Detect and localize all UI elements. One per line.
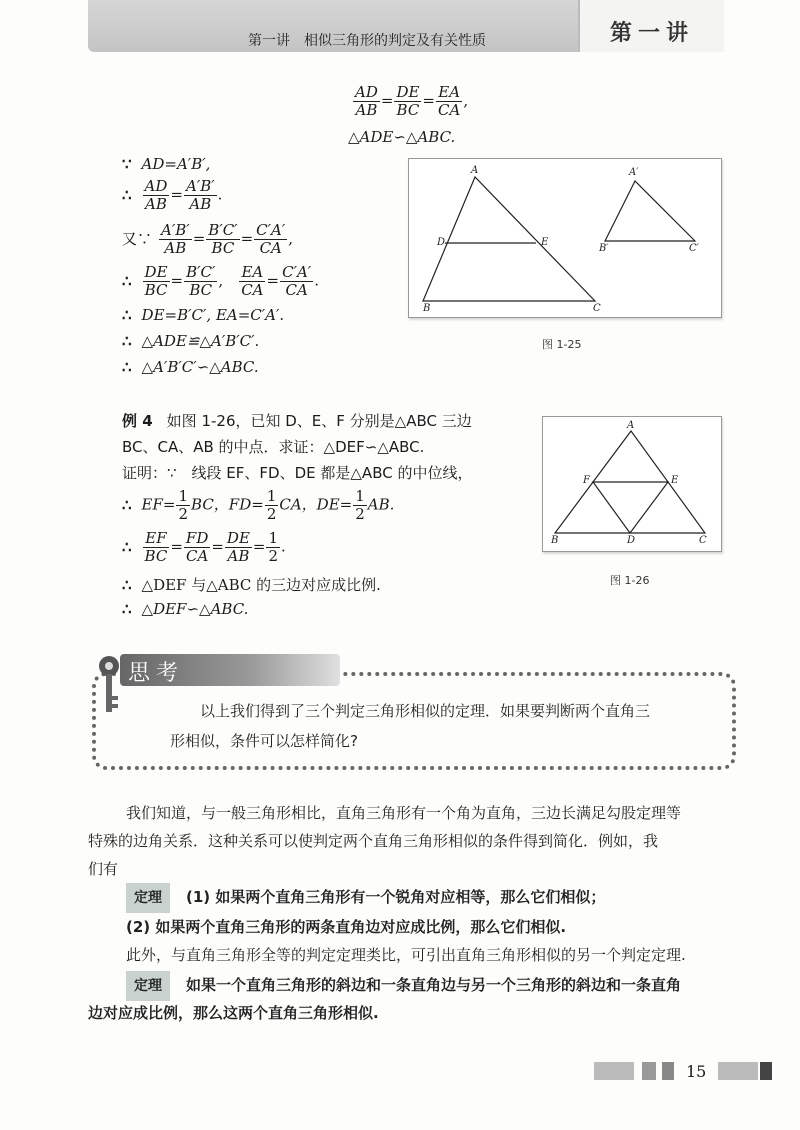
example-4-line-5: ∴ △DEF 与△ABC 的三边对应成比例.: [122, 576, 381, 594]
think-line-1: 以上我们得到了三个判定三角形相似的定理．如果要判断两个直角三: [200, 702, 651, 720]
think-title: 思考: [128, 661, 185, 686]
footer-bar-1: [594, 1062, 634, 1080]
proof-start: 证明：∵ 线段 EF、FD、DE 都是△ABC 的中位线，: [122, 464, 473, 482]
paragraph-1-line-3: 们有: [88, 860, 119, 878]
footer-bar-5: [760, 1062, 772, 1080]
key-icon: [96, 654, 122, 714]
footer-bar-4: [718, 1062, 758, 1080]
label-c-2: C: [699, 535, 707, 546]
theorem-2-line-2: 边对应成比例，那么这两个直角三角形相似.: [88, 1004, 379, 1022]
triangle-fed: [593, 482, 668, 533]
example-4-line-2: BC、CA、AB 的中点．求证：△DEF∽△ABC.: [122, 438, 425, 456]
theorem-tag: 定理: [126, 883, 170, 913]
theorem-2-line-1: 定理 如果一个直角三角形的斜边和一条直角边与另一个三角形的斜边和一条直角: [126, 970, 681, 1001]
paragraph-1-line-2: 特殊的边角关系．这种关系可以使判定两个直角三角形相似的条件得到简化．例如，我: [88, 832, 659, 850]
theorem-1-line-1: 定理 (1) 如果两个直角三角形有一个锐角对应相等，那么它们相似；: [126, 882, 605, 913]
figure-1-26: [542, 416, 722, 552]
page-number: 15: [686, 1062, 707, 1081]
footer-bar-2: [642, 1062, 656, 1080]
example-4-line-1: 例 4 如图 1-26，已知 D、E、F 分别是△ABC 三边: [122, 412, 472, 430]
figure-1-25-caption: 图 1-25: [542, 338, 582, 351]
ratio-line-top: $\frac{AD}{AB}$ = $\frac{DE}{BC}$ = $\frac{EA}{CA}$ ,: [355, 83, 469, 119]
proof-line-5: ∴ DE=B′C′, EA=C′A′.: [122, 306, 285, 324]
label-e: E: [541, 237, 549, 248]
theorem-tag-2: 定理: [126, 971, 170, 1001]
label-d-2: D: [627, 535, 636, 546]
label-a-2: A: [627, 420, 635, 431]
proof-line-7: ∴ △A′B′C′∽△ABC.: [122, 358, 259, 376]
think-line-2: 形相似，条件可以怎样简化?: [170, 732, 358, 750]
proof-line-2: ∴ $\frac{AD}{AB}$ = $\frac{A'B'}{AB}$ .: [122, 177, 223, 213]
header-title: 第一讲 相似三角形的判定及有关性质: [248, 33, 486, 49]
example-4-line-3: ∴ EF= $\frac{1}{2}$ BC，FD= $\frac{1}{2}$ CA，DE= $\frac{1}{2}$ AB.: [122, 487, 395, 523]
similar-conclusion: △ADE∽△ABC.: [348, 128, 456, 146]
example-4-title: 例 4: [122, 412, 153, 430]
proof-line-6: ∴ △ADE≌△A′B′C′.: [122, 332, 260, 350]
label-b-prime: B′: [599, 243, 609, 254]
label-b: B: [423, 303, 431, 314]
label-f-2: F: [583, 475, 590, 486]
label-a: A: [471, 165, 479, 176]
figure-1-25-diagram: [409, 159, 721, 317]
label-d: D: [437, 237, 446, 248]
label-c-prime: C′: [689, 243, 699, 254]
proof-line-4: ∴ $\frac{DE}{BC}$ = $\frac{B'C'}{BC}$ , $\frac{EA}{CA}$ = $\frac{C'A'}{CA}$ .: [122, 263, 319, 299]
example-4-line-4: ∴ $\frac{EF}{BC}$ = $\frac{FD}{CA}$ = $\frac{DE}{AB}$ = $\frac{1}{2}$ .: [122, 529, 286, 565]
proof-line-1: ∵ AD=A′B′,: [122, 155, 211, 173]
chapter-tab-label: 第一讲: [610, 21, 695, 46]
footer-bar-3: [662, 1062, 674, 1080]
triangle-abc: [423, 177, 595, 301]
label-a-prime: A′: [629, 167, 639, 178]
label-c: C: [593, 303, 601, 314]
theorem-1-line-2: (2) 如果两个直角三角形的两条直角边对应成比例，那么它们相似.: [126, 918, 567, 936]
figure-1-25: [408, 158, 722, 318]
label-e-2: E: [671, 475, 679, 486]
figure-1-26-diagram: [543, 417, 721, 551]
figure-1-26-caption: 图 1-26: [610, 574, 650, 587]
triangle-a2b2c2: [605, 181, 695, 241]
proof-line-3: 又∵ $\frac{A'B'}{AB}$ = $\frac{B'C'}{BC}$ = $\frac{C'A'}{CA}$ ,: [122, 221, 294, 257]
paragraph-1-line-1: 我们知道，与一般三角形相比，直角三角形有一个角为直角，三边长满足勾股定理等: [126, 804, 682, 822]
paragraph-2: 此外，与直角三角形全等的判定定理类比，可引出直角三角形相似的另一个判定定理.: [126, 946, 686, 964]
label-b-2: B: [551, 535, 559, 546]
example-4-line-6: ∴ △DEF∽△ABC.: [122, 600, 249, 618]
